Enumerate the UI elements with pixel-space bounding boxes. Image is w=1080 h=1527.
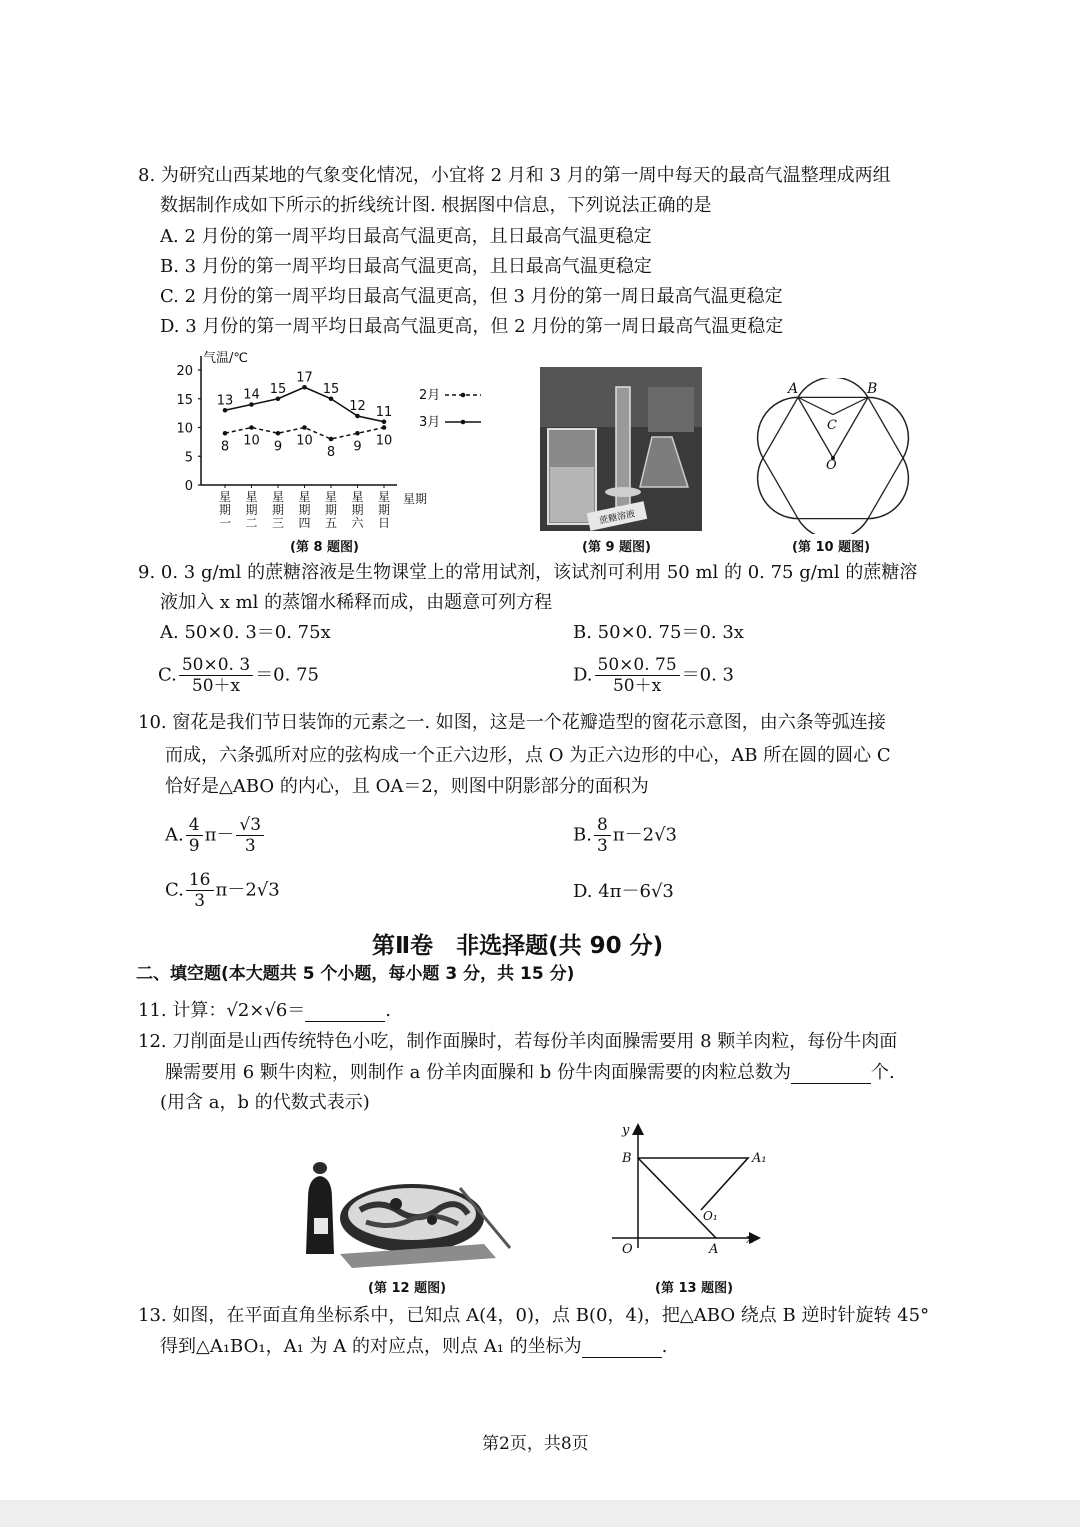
chart8-data-label: 10 xyxy=(243,433,260,449)
chart8-y-tick-label: 15 xyxy=(176,392,193,408)
chart8-data-label: 11 xyxy=(375,404,393,420)
fig10-petal-arc xyxy=(868,458,908,519)
chart8-y-label: 气温/℃ xyxy=(203,351,248,366)
chart8-x-tick-label: 四 xyxy=(298,516,311,530)
chart8-data-point xyxy=(276,431,281,436)
chart8-x-tick-label: 一 xyxy=(218,516,232,530)
chart8-x-tick-label: 星 xyxy=(271,490,285,504)
chart8-y-tick-label: 5 xyxy=(184,450,193,466)
chart8-data-label: 14 xyxy=(243,387,260,403)
q8-option-a: A. 2 月份的第一周平均日最高气温更高，且日最高气温更稳定 xyxy=(160,226,652,247)
window-flower-diagram xyxy=(755,378,911,534)
fig9-caption: (第 9 题图) xyxy=(582,540,651,555)
q8-stem-line2: 数据制作成如下所示的折线统计图. 根据图中信息，下列说法正确的是 xyxy=(160,195,712,216)
fig13-label-a1: A₁ xyxy=(752,1151,767,1166)
chart8-data-point xyxy=(223,408,228,413)
chart8-x-tick-label: 期 xyxy=(377,503,391,517)
fig13-caption: (第 13 题图) xyxy=(655,1281,734,1296)
chart8-data-point xyxy=(329,437,334,442)
fig8-caption: (第 8 题图) xyxy=(290,540,359,555)
chart8-legend-marker xyxy=(461,393,466,398)
chart8-data-point xyxy=(302,425,307,430)
chart8-data-point xyxy=(382,425,387,430)
fig13-label-o: O xyxy=(622,1242,633,1257)
q10-option-a: A. $\frac{4}{9}$ π－ $\frac{√3}{3}$ xyxy=(165,815,266,856)
fig10-petal-arc xyxy=(758,458,798,519)
q10-option-b: B. $\frac{8}{3}$ π－2√3 xyxy=(573,815,677,856)
chart8-y-tick-label: 0 xyxy=(184,479,193,494)
chart8-x-tick-label: 星 xyxy=(245,490,258,504)
chart8-data-point xyxy=(249,425,254,430)
chart8-x-tick-label: 星 xyxy=(351,490,364,504)
chart8-data-label: 9 xyxy=(353,439,362,455)
chart8-data-label: 13 xyxy=(216,393,234,409)
chart8-x-tick-label: 星 xyxy=(298,490,311,504)
fig10-label-o: O xyxy=(826,458,837,473)
chart8-x-label: 星期 xyxy=(403,492,428,506)
q9-option-b: B. 50×0. 75＝0. 3x xyxy=(573,622,744,643)
chart8-data-point xyxy=(382,419,387,424)
chart8-legend-label: 3月 xyxy=(419,415,441,430)
chart8-data-label: 15 xyxy=(269,381,287,397)
q8-option-b: B. 3 月份的第一周平均日最高气温更高，且日最高气温更稳定 xyxy=(160,256,652,277)
q10-stem-line3: 恰好是△ABO 的内心，且 OA＝2，则图中阴影部分的面积为 xyxy=(165,776,649,797)
chart8-x-tick-label: 星 xyxy=(324,490,338,504)
fig10-petal-arc xyxy=(758,397,798,458)
chart8-data-point xyxy=(355,414,360,419)
q11: 11. 计算：√2×√6＝ . xyxy=(138,1000,392,1021)
chart8-data-label: 12 xyxy=(349,399,366,414)
q8-stem-line1: 8. 为研究山西某地的气象变化情况，小宜将 2 月和 3 月的第一周中每天的最高气温整理成两组 xyxy=(138,165,891,186)
chart8-x-tick-label: 期 xyxy=(218,503,232,517)
chart8-data-point xyxy=(223,431,228,436)
coordinate-rotation-diagram xyxy=(608,1120,788,1260)
noodle-bowl-illustration xyxy=(300,1158,512,1270)
chart8-x-tick-label: 五 xyxy=(324,516,338,530)
q9-stem-line1: 9. 0. 3 g/ml 的蔗糖溶液是生物课堂上的常用试剂，该试剂可利用 50 ml 的 0. 75 g/ml 的蔗糖溶 xyxy=(138,562,918,583)
bottom-band xyxy=(0,1500,1080,1527)
q10-stem-line1: 10. 窗花是我们节日装饰的元素之一. 如图，这是一个花瓣造型的窗花示意图，由六条等弧连接 xyxy=(138,712,886,733)
chart8-x-tick-label: 期 xyxy=(298,503,311,517)
chart8-data-point xyxy=(276,396,281,401)
chart8-data-label: 8 xyxy=(220,439,230,455)
q10-option-c: C. $\frac{16}{3}$ π－2√3 xyxy=(165,870,280,911)
q10-option-d: D. 4π－6√3 xyxy=(573,881,674,902)
fig10-label-a: A xyxy=(788,381,799,397)
chart8-x-tick-label: 六 xyxy=(351,516,364,530)
fig12-caption: (第 12 题图) xyxy=(368,1281,447,1296)
chart8-legend-label: 2月 xyxy=(419,388,441,403)
fig13-label-o1: O₁ xyxy=(703,1209,718,1223)
fig10-label-c: C xyxy=(827,418,837,433)
section2-part-heading: 二、填空题(本大题共 5 个小题，每小题 3 分，共 15 分) xyxy=(136,964,575,984)
beaker-photo xyxy=(540,367,702,531)
fig13-label-b: B xyxy=(622,1151,632,1166)
q12-stem-line3: (用含 a，b 的代数式表示) xyxy=(160,1092,370,1113)
chart8-x-tick-label: 期 xyxy=(245,503,258,517)
fig10-petal-arc xyxy=(798,378,868,397)
chart8-data-point xyxy=(249,402,254,407)
temperature-line-chart xyxy=(165,348,495,538)
fig13-label-y: y xyxy=(622,1123,630,1138)
fig10-petal-arc xyxy=(798,519,868,534)
fig13-label-x: x xyxy=(746,1232,754,1247)
chart8-x-tick-label: 星 xyxy=(377,490,391,504)
chart8-data-label: 8 xyxy=(326,445,336,460)
chart8-x-tick-label: 日 xyxy=(377,516,391,530)
fig10-petal-arc xyxy=(868,397,908,458)
beaker-label: 蔗糖溶液 xyxy=(598,509,637,527)
q13-stem-line2: 得到△A₁BO₁，A₁ 为 A 的对应点，则点 A₁ 的坐标为 . xyxy=(160,1336,668,1357)
chart8-y-tick-label: 10 xyxy=(176,421,193,437)
chart8-x-tick-label: 星 xyxy=(218,490,232,504)
q9-option-a: A. 50×0. 3＝0. 75x xyxy=(160,622,331,643)
fig10-caption: (第 10 题图) xyxy=(792,540,871,555)
chart8-x-tick-label: 三 xyxy=(271,516,285,530)
q9-option-d: D. $\frac{50\times 0. 75}{50+x}$ ＝0. 3 xyxy=(573,655,735,696)
chart8-data-point xyxy=(302,385,307,390)
chart8-data-label: 10 xyxy=(296,433,313,449)
chart8-data-point xyxy=(355,431,360,436)
chart8-data-point xyxy=(329,396,334,401)
chart8-y-tick-label: 20 xyxy=(176,364,193,379)
chart8-data-label: 15 xyxy=(322,381,340,397)
fig10-label-b: B xyxy=(867,381,878,397)
chart8-data-label: 17 xyxy=(296,370,313,386)
chart8-x-tick-label: 期 xyxy=(351,503,364,517)
chart8-legend-marker xyxy=(461,420,466,425)
q13-stem-line1: 13. 如图，在平面直角坐标系中，已知点 A(4，0)，点 B(0，4)，把△ABO 绕点 B 逆时针旋转 45° xyxy=(138,1305,930,1326)
q9-option-c: C. $\frac{50\times 0. 3}{50+x}$ ＝0. 75 xyxy=(158,655,319,696)
chart8-data-label: 10 xyxy=(375,433,393,449)
page-footer: 第2页，共8页 xyxy=(482,1434,589,1454)
chart8-x-tick-label: 二 xyxy=(245,516,258,530)
chart8-data-label: 9 xyxy=(273,439,283,455)
q12-stem-line1: 12. 刀削面是山西传统特色小吃，制作面臊时，若每份羊肉面臊需要用 8 颗羊肉粒，每份牛肉面 xyxy=(138,1031,898,1052)
q8-option-c: C. 2 月份的第一周平均日最高气温更高，但 3 月份的第一周日最高气温更稳定 xyxy=(160,286,783,307)
q10-stem-line2: 而成，六条弧所对应的弦构成一个正六边形，点 O 为正六边形的中心，AB 所在圆的圆心 C xyxy=(165,745,891,766)
q12-stem-line2: 臊需要用 6 颗牛肉粒，则制作 a 份羊肉面臊和 b 份牛肉面臊需要的肉粒总数为 个. xyxy=(165,1062,895,1083)
q8-option-d: D. 3 月份的第一周平均日最高气温更高，但 2 月份的第一周日最高气温更稳定 xyxy=(160,316,784,337)
chart8-x-tick-label: 期 xyxy=(324,503,338,517)
q9-stem-line2: 液加入 x ml 的蒸馏水稀释而成，由题意可列方程 xyxy=(160,592,553,613)
chart8-x-tick-label: 期 xyxy=(271,503,285,517)
section2-title: 第Ⅱ卷 非选择题(共 90 分) xyxy=(372,933,664,959)
fig13-label-a: A xyxy=(709,1242,719,1257)
